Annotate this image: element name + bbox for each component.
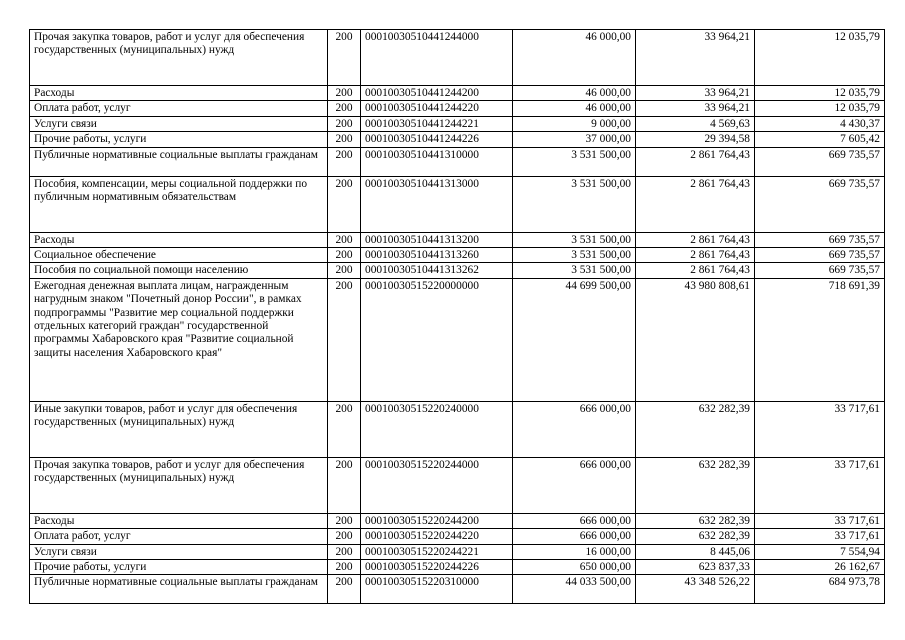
row-name-cell: Оплата работ, услуг	[30, 101, 328, 116]
row-unexecuted-cell: 669 735,57	[755, 248, 885, 263]
row-name-cell: Прочая закупка товаров, работ и услуг для обеспечения государственных (муниципальных) нужд	[30, 457, 328, 513]
row-kbk-cell: 00010030515220240000	[361, 401, 513, 457]
row-approved-cell: 666 000,00	[513, 457, 636, 513]
row-line-code-cell: 200	[328, 263, 361, 278]
table-row	[30, 560, 885, 575]
table-row	[30, 544, 885, 559]
row-approved-cell: 3 531 500,00	[513, 232, 636, 247]
row-unexecuted-cell: 12 035,79	[755, 30, 885, 86]
expenditure-table	[29, 29, 885, 604]
row-executed-cell: 29 394,58	[636, 132, 755, 147]
table-row	[30, 116, 885, 131]
row-kbk-cell: 00010030510441244220	[361, 101, 513, 116]
row-kbk-cell: 00010030515220000000	[361, 278, 513, 401]
row-kbk-cell: 00010030510441310000	[361, 147, 513, 176]
row-executed-cell: 33 964,21	[636, 101, 755, 116]
row-name-cell: Услуги связи	[30, 116, 328, 131]
row-kbk-cell: 00010030510441244000	[361, 30, 513, 86]
row-approved-cell: 650 000,00	[513, 560, 636, 575]
row-kbk-cell: 00010030510441313000	[361, 176, 513, 232]
row-line-code-cell: 200	[328, 560, 361, 575]
table-row	[30, 86, 885, 101]
row-name-cell: Прочие работы, услуги	[30, 560, 328, 575]
row-line-code-cell: 200	[328, 232, 361, 247]
row-executed-cell: 632 282,39	[636, 457, 755, 513]
row-line-code-cell: 200	[328, 278, 361, 401]
row-line-code-cell: 200	[328, 101, 361, 116]
row-approved-cell: 666 000,00	[513, 529, 636, 544]
table-body	[30, 30, 885, 604]
row-approved-cell: 3 531 500,00	[513, 147, 636, 176]
row-unexecuted-cell: 7 605,42	[755, 132, 885, 147]
row-approved-cell: 666 000,00	[513, 401, 636, 457]
row-executed-cell: 2 861 764,43	[636, 232, 755, 247]
row-kbk-cell: 00010030510441313200	[361, 232, 513, 247]
row-executed-cell: 43 980 808,61	[636, 278, 755, 401]
row-approved-cell: 16 000,00	[513, 544, 636, 559]
table-row	[30, 529, 885, 544]
row-executed-cell: 2 861 764,43	[636, 147, 755, 176]
row-unexecuted-cell: 33 717,61	[755, 513, 885, 528]
row-kbk-cell: 00010030515220244226	[361, 560, 513, 575]
row-name-cell: Публичные нормативные социальные выплаты гражданам	[30, 575, 328, 604]
row-executed-cell: 632 282,39	[636, 529, 755, 544]
row-executed-cell: 2 861 764,43	[636, 263, 755, 278]
table-row	[30, 457, 885, 513]
row-name-cell: Расходы	[30, 513, 328, 528]
row-kbk-cell: 00010030515220244200	[361, 513, 513, 528]
row-line-code-cell: 200	[328, 176, 361, 232]
table-row	[30, 132, 885, 147]
row-approved-cell: 46 000,00	[513, 101, 636, 116]
table-row	[30, 248, 885, 263]
row-executed-cell: 33 964,21	[636, 30, 755, 86]
row-kbk-cell: 00010030510441313260	[361, 248, 513, 263]
row-approved-cell: 44 033 500,00	[513, 575, 636, 604]
row-executed-cell: 8 445,06	[636, 544, 755, 559]
row-name-cell: Оплата работ, услуг	[30, 529, 328, 544]
table-row	[30, 263, 885, 278]
row-kbk-cell: 00010030510441244221	[361, 116, 513, 131]
row-name-cell: Пособия, компенсации, меры социальной поддержки по публичным нормативным обязательствам	[30, 176, 328, 232]
row-kbk-cell: 00010030510441244226	[361, 132, 513, 147]
row-executed-cell: 4 569,63	[636, 116, 755, 131]
row-executed-cell: 33 964,21	[636, 86, 755, 101]
row-unexecuted-cell: 33 717,61	[755, 457, 885, 513]
row-unexecuted-cell: 718 691,39	[755, 278, 885, 401]
table-row	[30, 30, 885, 86]
row-approved-cell: 44 699 500,00	[513, 278, 636, 401]
row-unexecuted-cell: 33 717,61	[755, 529, 885, 544]
row-approved-cell: 3 531 500,00	[513, 263, 636, 278]
row-unexecuted-cell: 12 035,79	[755, 86, 885, 101]
row-kbk-cell: 00010030515220244000	[361, 457, 513, 513]
row-unexecuted-cell: 669 735,57	[755, 147, 885, 176]
row-executed-cell: 43 348 526,22	[636, 575, 755, 604]
row-line-code-cell: 200	[328, 575, 361, 604]
row-unexecuted-cell: 669 735,57	[755, 176, 885, 232]
row-executed-cell: 623 837,33	[636, 560, 755, 575]
row-unexecuted-cell: 7 554,94	[755, 544, 885, 559]
row-name-cell: Прочая закупка товаров, работ и услуг для обеспечения государственных (муниципальных) нужд	[30, 30, 328, 86]
row-kbk-cell: 00010030515220310000	[361, 575, 513, 604]
row-line-code-cell: 200	[328, 457, 361, 513]
row-line-code-cell: 200	[328, 86, 361, 101]
table-row	[30, 513, 885, 528]
row-approved-cell: 37 000,00	[513, 132, 636, 147]
row-name-cell: Ежегодная денежная выплата лицам, награжденным нагрудным знаком "Почетный донор России", в рамках подпрограммы "Развитие мер социальной поддержки отдельных категорий граждан" государственной программы Хабаровского края "Развитие социальной защиты населения Хабаровского края"	[30, 278, 328, 401]
row-line-code-cell: 200	[328, 30, 361, 86]
table-row	[30, 278, 885, 401]
row-name-cell: Иные закупки товаров, работ и услуг для обеспечения государственных (муниципальных) нужд	[30, 401, 328, 457]
row-kbk-cell: 00010030515220244221	[361, 544, 513, 559]
row-unexecuted-cell: 669 735,57	[755, 263, 885, 278]
row-kbk-cell: 00010030515220244220	[361, 529, 513, 544]
row-unexecuted-cell: 669 735,57	[755, 232, 885, 247]
row-unexecuted-cell: 684 973,78	[755, 575, 885, 604]
row-approved-cell: 46 000,00	[513, 86, 636, 101]
row-kbk-cell: 00010030510441313262	[361, 263, 513, 278]
row-line-code-cell: 200	[328, 529, 361, 544]
row-name-cell: Пособия по социальной помощи населению	[30, 263, 328, 278]
table-row	[30, 101, 885, 116]
row-approved-cell: 666 000,00	[513, 513, 636, 528]
row-line-code-cell: 200	[328, 401, 361, 457]
table-row	[30, 575, 885, 604]
row-name-cell: Публичные нормативные социальные выплаты гражданам	[30, 147, 328, 176]
table-row	[30, 176, 885, 232]
table-row	[30, 232, 885, 247]
row-approved-cell: 3 531 500,00	[513, 176, 636, 232]
row-name-cell: Социальное обеспечение	[30, 248, 328, 263]
report-page	[29, 29, 885, 604]
row-approved-cell: 46 000,00	[513, 30, 636, 86]
row-unexecuted-cell: 4 430,37	[755, 116, 885, 131]
row-line-code-cell: 200	[328, 513, 361, 528]
row-unexecuted-cell: 26 162,67	[755, 560, 885, 575]
row-executed-cell: 2 861 764,43	[636, 248, 755, 263]
row-unexecuted-cell: 12 035,79	[755, 101, 885, 116]
table-row	[30, 147, 885, 176]
row-name-cell: Услуги связи	[30, 544, 328, 559]
row-line-code-cell: 200	[328, 544, 361, 559]
row-name-cell: Расходы	[30, 86, 328, 101]
row-line-code-cell: 200	[328, 147, 361, 176]
row-approved-cell: 3 531 500,00	[513, 248, 636, 263]
row-unexecuted-cell: 33 717,61	[755, 401, 885, 457]
table-row	[30, 401, 885, 457]
row-executed-cell: 632 282,39	[636, 401, 755, 457]
row-line-code-cell: 200	[328, 248, 361, 263]
row-line-code-cell: 200	[328, 132, 361, 147]
row-executed-cell: 632 282,39	[636, 513, 755, 528]
row-kbk-cell: 00010030510441244200	[361, 86, 513, 101]
row-line-code-cell: 200	[328, 116, 361, 131]
row-name-cell: Расходы	[30, 232, 328, 247]
row-executed-cell: 2 861 764,43	[636, 176, 755, 232]
row-approved-cell: 9 000,00	[513, 116, 636, 131]
row-name-cell: Прочие работы, услуги	[30, 132, 328, 147]
